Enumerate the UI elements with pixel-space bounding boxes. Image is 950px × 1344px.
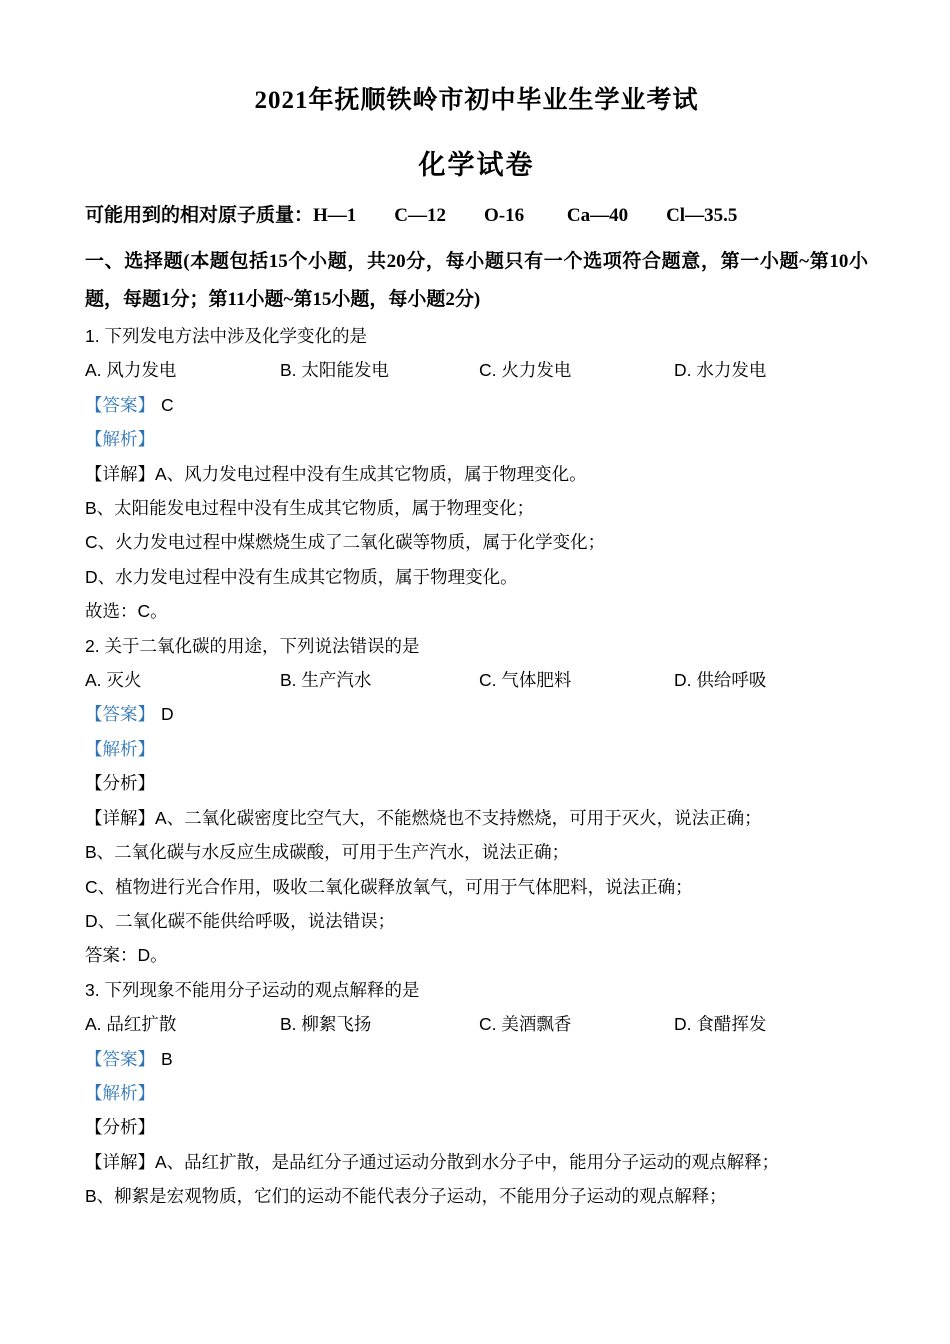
question-2-option-c: C. 气体肥料 <box>479 670 572 691</box>
question-1-option-c: C. 火力发电 <box>479 360 572 381</box>
question-1-option-a: A. 风力发电 <box>85 360 177 381</box>
question-1-option-d: D. 水力发电 <box>674 360 767 381</box>
question-2-options <box>85 663 868 697</box>
question-block-1 <box>85 319 868 629</box>
answer-tag: 【答案】 <box>85 394 155 415</box>
question-1-analysis-tag <box>85 422 868 456</box>
question-2-detail-line: 【详解】A、二氧化碳密度比空气大，不能燃烧也不支持燃烧，可用于灭火，说法正确； <box>85 807 762 828</box>
question-block-2 <box>85 629 868 973</box>
question-2-detail-line: C、植物进行光合作用，吸收二氧化碳释放氧气，可用于气体肥料，说法正确； <box>85 876 693 897</box>
question-3-answer-line <box>85 1042 868 1076</box>
question-2-conclusion: 答案：D。 <box>85 945 168 966</box>
question-3-answer-value: B <box>161 1048 173 1069</box>
question-3-option-b: B. 柳絮飞扬 <box>280 1014 372 1035</box>
question-3-options <box>85 1007 868 1041</box>
question-2-breakdown-tag <box>85 766 868 800</box>
section-heading: 一、选择题(本题包括15个小题，共20分，每小题只有一个选项符合题意，第一小题~第10小题，每题1分；第11小题~第15小题，每小题2分) <box>85 251 868 310</box>
analysis-tag: 【解析】 <box>85 1082 155 1103</box>
breakdown-tag: 【分析】 <box>85 773 155 794</box>
question-2-detail-line: B、二氧化碳与水反应生成碳酸，可用于生产汽水，说法正确； <box>85 842 570 863</box>
answer-tag: 【答案】 <box>85 1048 155 1069</box>
question-3-analysis-tag <box>85 1076 868 1110</box>
question-1-option-b: B. 太阳能发电 <box>280 360 389 381</box>
question-1-detail-line: C、火力发电过程中煤燃烧生成了二氧化碳等物质，属于化学变化； <box>85 532 606 553</box>
question-3-option-a: A. 品红扩散 <box>85 1014 177 1035</box>
question-1-answer-line <box>85 388 868 422</box>
question-3-stem: 3. 下列现象不能用分子运动的观点解释的是 <box>85 979 420 1000</box>
question-2-detail-line: D、二氧化碳不能供给呼吸，说法错误； <box>85 910 396 931</box>
question-1-answer-value: C <box>161 394 174 415</box>
question-1-stem: 1. 下列发电方法中涉及化学变化的是 <box>85 326 367 346</box>
analysis-tag: 【解析】 <box>85 429 155 450</box>
answer-tag: 【答案】 <box>85 704 155 725</box>
breakdown-tag: 【分析】 <box>85 1117 155 1138</box>
question-1-detail-line: D、水力发电过程中没有生成其它物质，属于物理变化。 <box>85 566 518 587</box>
question-2-option-b: B. 生产汽水 <box>280 670 372 691</box>
question-3-option-c: C. 美酒飘香 <box>479 1014 572 1035</box>
question-3-detail-line: 【详解】A、品红扩散，是品红分子通过运动分散到水分子中，能用分子运动的观点解释； <box>85 1151 780 1172</box>
question-2-option-a: A. 灭火 <box>85 670 142 691</box>
question-block-3 <box>85 973 868 1214</box>
question-3-detail-line: B、柳絮是宏观物质，它们的运动不能代表分子运动，不能用分子运动的观点解释； <box>85 1186 727 1207</box>
question-3-option-d: D. 食醋挥发 <box>674 1014 767 1035</box>
question-2-answer-line <box>85 697 868 731</box>
question-3-breakdown-tag <box>85 1110 868 1144</box>
question-2-analysis-tag <box>85 732 868 766</box>
question-1-detail-line: 【详解】A、风力发电过程中没有生成其它物质，属于物理变化。 <box>85 463 587 484</box>
exam-title: 2021年抚顺铁岭市初中毕业生学业考试 <box>254 87 699 114</box>
question-2-stem: 2. 关于二氧化碳的用途，下列说法错误的是 <box>85 635 420 656</box>
question-2-option-d: D. 供给呼吸 <box>674 670 767 691</box>
analysis-tag: 【解析】 <box>85 738 155 759</box>
exam-subtitle: 化学试卷 <box>418 150 535 180</box>
atomic-mass-note: 可能用到的相对原子质量：H—1 C—12 O-16 Ca—40 Cl—35.5 <box>85 205 738 226</box>
question-1-detail-line: B、太阳能发电过程中没有生成其它物质，属于物理变化； <box>85 498 535 519</box>
question-2-answer-value: D <box>161 704 174 725</box>
question-1-conclusion: 故选：C。 <box>85 601 168 622</box>
question-1-options <box>85 353 868 387</box>
